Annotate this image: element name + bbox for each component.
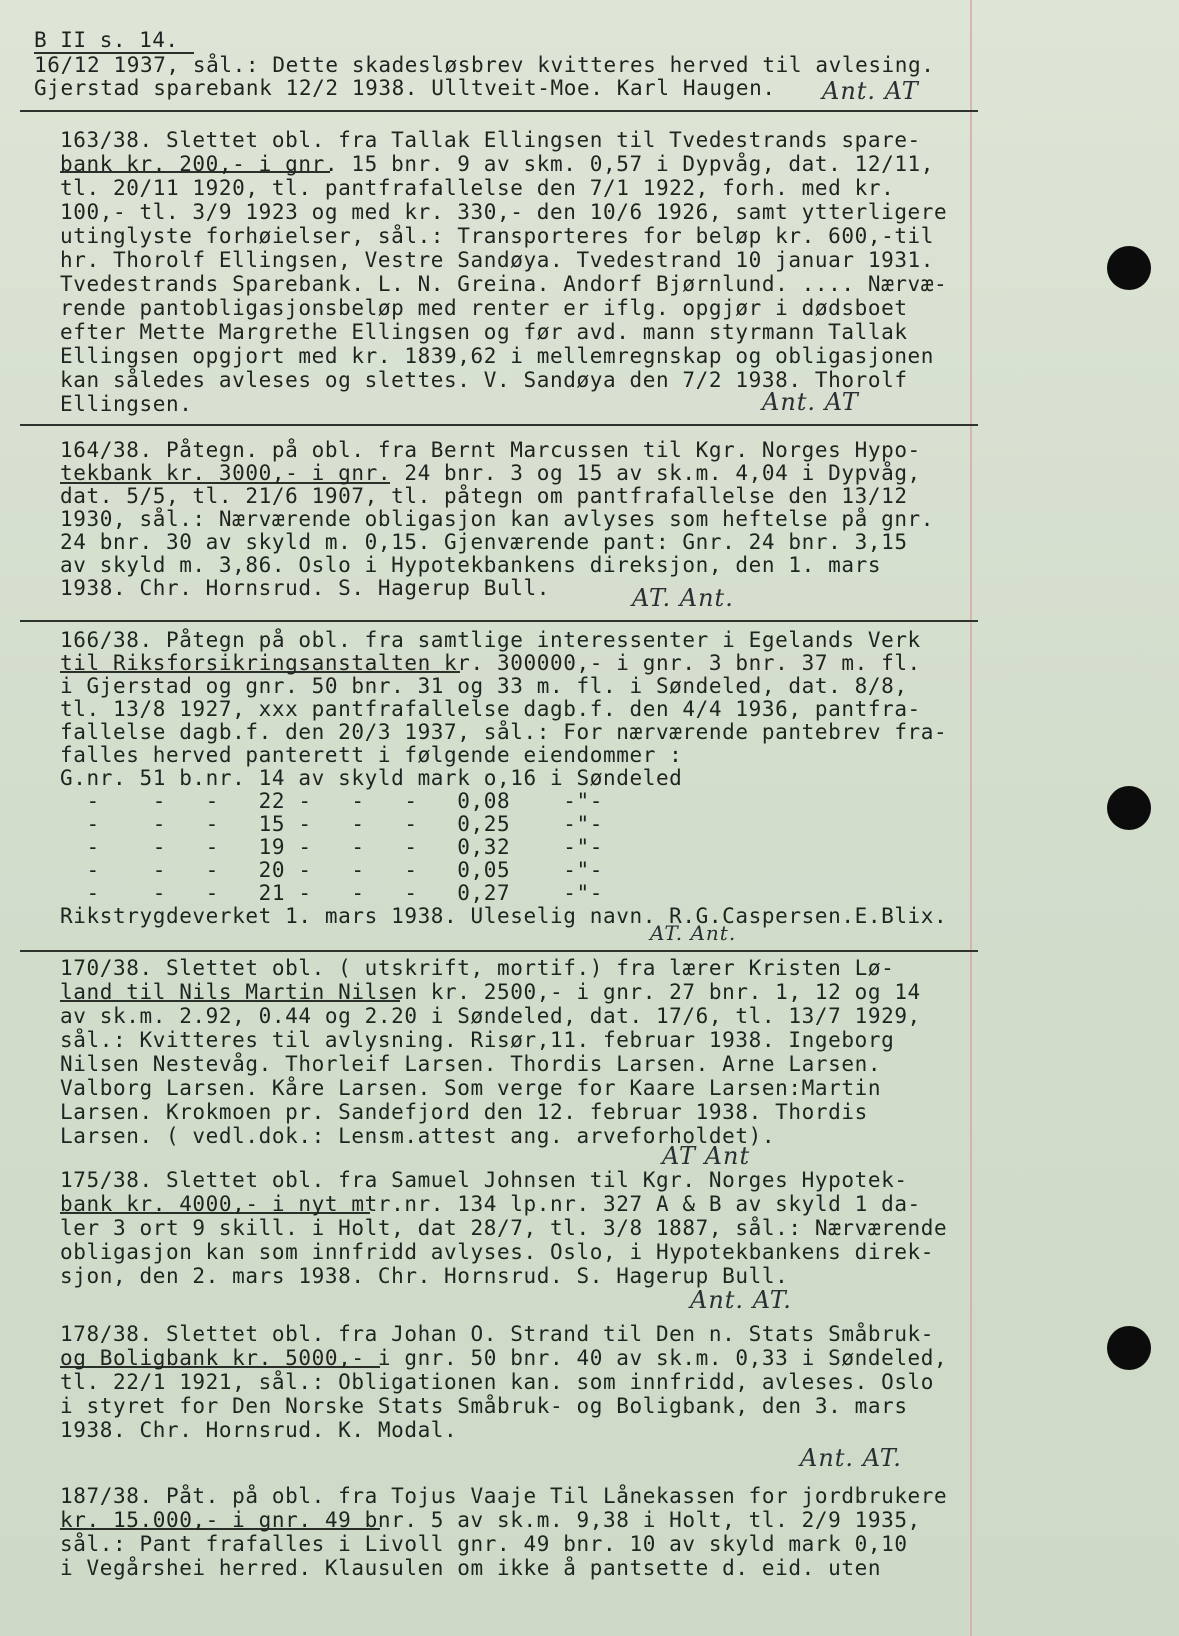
entry-line: til Riksforsikringsanstalten kr. 300000,- i gnr. 3 bnr. 37 m. fl. [60,651,921,675]
initials-annotation: Ant. AT. [800,1444,902,1472]
entry-line: ler 3 ort 9 skill. i Holt, dat 28/7, tl. 3/8 1887, sål.: Nærværende [60,1216,948,1240]
entry-line: 1938. Chr. Hornsrud. S. Hagerup Bull. [60,576,550,600]
entry-line: 1930, sål.: Nærværende obligasjon kan avlyses som heftelse på gnr. [60,507,935,531]
entry-line: 100,- tl. 3/9 1923 og med kr. 330,- den 10/6 1926, samt ytterligere [60,200,948,224]
entry-line: rende pantobligasjonsbeløp med renter er iflg. opgjør i dødsboet [60,296,908,320]
red-margin-rule [970,0,972,1636]
entry-line: Ellingsen opgjort med kr. 1839,62 i mellemregnskap og obligasjonen [60,344,935,368]
entry-line: tl. 13/8 1927, xxx pantfrafallelse dagb.f. den 4/4 1936, pantfra- [60,697,921,721]
entry-line: - - - 15 - - - 0,25 -"- [60,812,603,836]
entry-line: 24 bnr. 30 av skyld m. 0,15. Gjenværende pant: Gnr. 24 bnr. 3,15 [60,530,908,554]
entry-line: Tvedestrands Sparebank. L. N. Greina. Andorf Bjørnlund. .... Nærvæ- [60,272,948,296]
entry-line: Larsen. Krokmoen pr. Sandefjord den 12. februar 1938. Thordis [60,1100,868,1124]
entry-line: kr. 15.000,- i gnr. 49 bnr. 5 av sk.m. 9,38 i Holt, tl. 2/9 1935, [60,1508,921,1532]
initials-annotation: Ant. AT [822,77,919,105]
entry-line: utinglyste forhøielser, sål.: Transporteres for beløp kr. 600,-til [60,224,935,248]
initials-annotation: Ant. AT. [690,1286,792,1314]
page-header: B II s. 14. [34,28,179,52]
entry-line: fallelse dagb.f. den 20/3 1937, sål.: For nærværende pantebrev fra- [60,720,948,744]
entry-line: kan således avleses og slettes. V. Sandøya den 7/2 1938. Thorolf [60,368,908,392]
entry-line: bank kr. 4000,- i nyt mtr.nr. 134 lp.nr. 327 A & B av skyld 1 da- [60,1192,921,1216]
initials-annotation: AT. Ant. [650,921,737,945]
entry-separator [20,424,978,426]
punch-hole [1107,1326,1151,1370]
punch-hole [1107,246,1151,290]
entry-line: Nilsen Nestevåg. Thorleif Larsen. Thordis Larsen. Arne Larsen. [60,1052,882,1076]
entry-line: - - - 22 - - - 0,08 -"- [60,789,603,813]
entry-line: G.nr. 51 b.nr. 14 av skyld mark o,16 i Søndeled [60,766,683,790]
entry-line: Valborg Larsen. Kåre Larsen. Som verge for Kaare Larsen:Martin [60,1076,882,1100]
entry-separator [20,620,978,622]
entry-separator [20,110,978,112]
entry-line: av sk.m. 2.92, 0.44 og 2.20 i Søndeled, dat. 17/6, tl. 13/7 1929, [60,1004,921,1028]
entry-line: land til Nils Martin Nilsen kr. 2500,- i gnr. 27 bnr. 1, 12 og 14 [60,980,921,1004]
entry-line: falles herved panterett i følgende eiendommer : [60,743,683,767]
entry-line: og Boligbank kr. 5000,- i gnr. 50 bnr. 40 av sk.m. 0,33 i Søndeled, [60,1346,948,1370]
entry-line: obligasjon kan som innfridd avlyses. Oslo, i Hypotekbankens direk- [60,1240,935,1264]
entry-line: 175/38. Slettet obl. fra Samuel Johnsen til Kgr. Norges Hypotek- [60,1168,908,1192]
entry-line: 164/38. Påtegn. på obl. fra Bernt Marcussen til Kgr. Norges Hypo- [60,438,921,462]
entry-line: efter Mette Margrethe Ellingsen og før avd. mann styrmann Tallak [60,320,908,344]
entry-line: 187/38. Påt. på obl. fra Tojus Vaaje Til Lånekassen for jordbrukere [60,1484,948,1508]
entry-separator [20,950,978,952]
entry-line: 166/38. Påtegn på obl. fra samtlige interessenter i Egelands Verk [60,628,921,652]
punch-hole [1107,786,1151,830]
entry-line: bank kr. 200,- i gnr. 15 bnr. 9 av skm. 0,57 i Dypvåg, dat. 12/11, [60,152,935,176]
initials-annotation: Ant. AT [762,388,859,416]
entry-line: i styret for Den Norske Stats Småbruk- og Boligbank, den 3. mars [60,1394,908,1418]
entry-line: sål.: Pant frafalles i Livoll gnr. 49 bnr. 10 av skyld mark 0,10 [60,1532,908,1556]
entry-line: tekbank kr. 3000,- i gnr. 24 bnr. 3 og 15 av sk.m. 4,04 i Dypvåg, [60,461,921,485]
entry-line: tl. 22/1 1921, sål.: Obligationen kan. som innfridd, avleses. Oslo [60,1370,935,1394]
entry-line: 170/38. Slettet obl. ( utskrift, mortif.) fra lærer Kristen Lø- [60,956,895,980]
entry-line: 178/38. Slettet obl. fra Johan O. Strand til Den n. Stats Småbruk- [60,1322,935,1346]
entry-line: Rikstrygdeverket 1. mars 1938. Uleselig navn. R.G.Caspersen.E.Blix. [60,904,948,928]
entry-line: av skyld m. 3,86. Oslo i Hypotekbankens direksjon, den 1. mars [60,553,882,577]
entry-line: sjon, den 2. mars 1938. Chr. Hornsrud. S. Hagerup Bull. [60,1264,789,1288]
entry-line: - - - 20 - - - 0,05 -"- [60,858,603,882]
entry-line: - - - 19 - - - 0,32 -"- [60,835,603,859]
entry-line: Ellingsen. [60,392,193,416]
entry-line: - - - 21 - - - 0,27 -"- [60,881,603,905]
entry-line: sål.: Kvitteres til avlysning. Risør,11. februar 1938. Ingeborg [60,1028,895,1052]
entry-line: tl. 20/11 1920, tl. pantfrafallelse den 7/1 1922, forh. med kr. [60,176,895,200]
entry-line: i Gjerstad og gnr. 50 bnr. 31 og 33 m. fl. i Søndeled, dat. 8/8, [60,674,908,698]
entry-line: 1938. Chr. Hornsrud. K. Modal. [60,1418,458,1442]
entry-line: hr. Thorolf Ellingsen, Vestre Sandøya. Tvedestrand 10 januar 1931. [60,248,935,272]
entry-line: Gjerstad sparebank 12/2 1938. Ulltveit-Moe. Karl Haugen. [34,76,776,100]
initials-annotation: AT. Ant. [632,584,734,612]
entry-line: Larsen. ( vedl.dok.: Lensm.attest ang. arveforholdet). [60,1124,776,1148]
entry-line: 16/12 1937, sål.: Dette skadesløsbrev kvitteres herved til avlesing. [34,53,935,77]
entry-line: dat. 5/5, tl. 21/6 1907, tl. påtegn om pantfrafallelse den 13/12 [60,484,908,508]
entry-line: i Vegårshei herred. Klausulen om ikke å pantsette d. eid. uten [60,1556,882,1580]
initials-annotation: AT Ant [662,1142,751,1170]
entry-line: 163/38. Slettet obl. fra Tallak Ellingsen til Tvedestrands spare- [60,128,921,152]
